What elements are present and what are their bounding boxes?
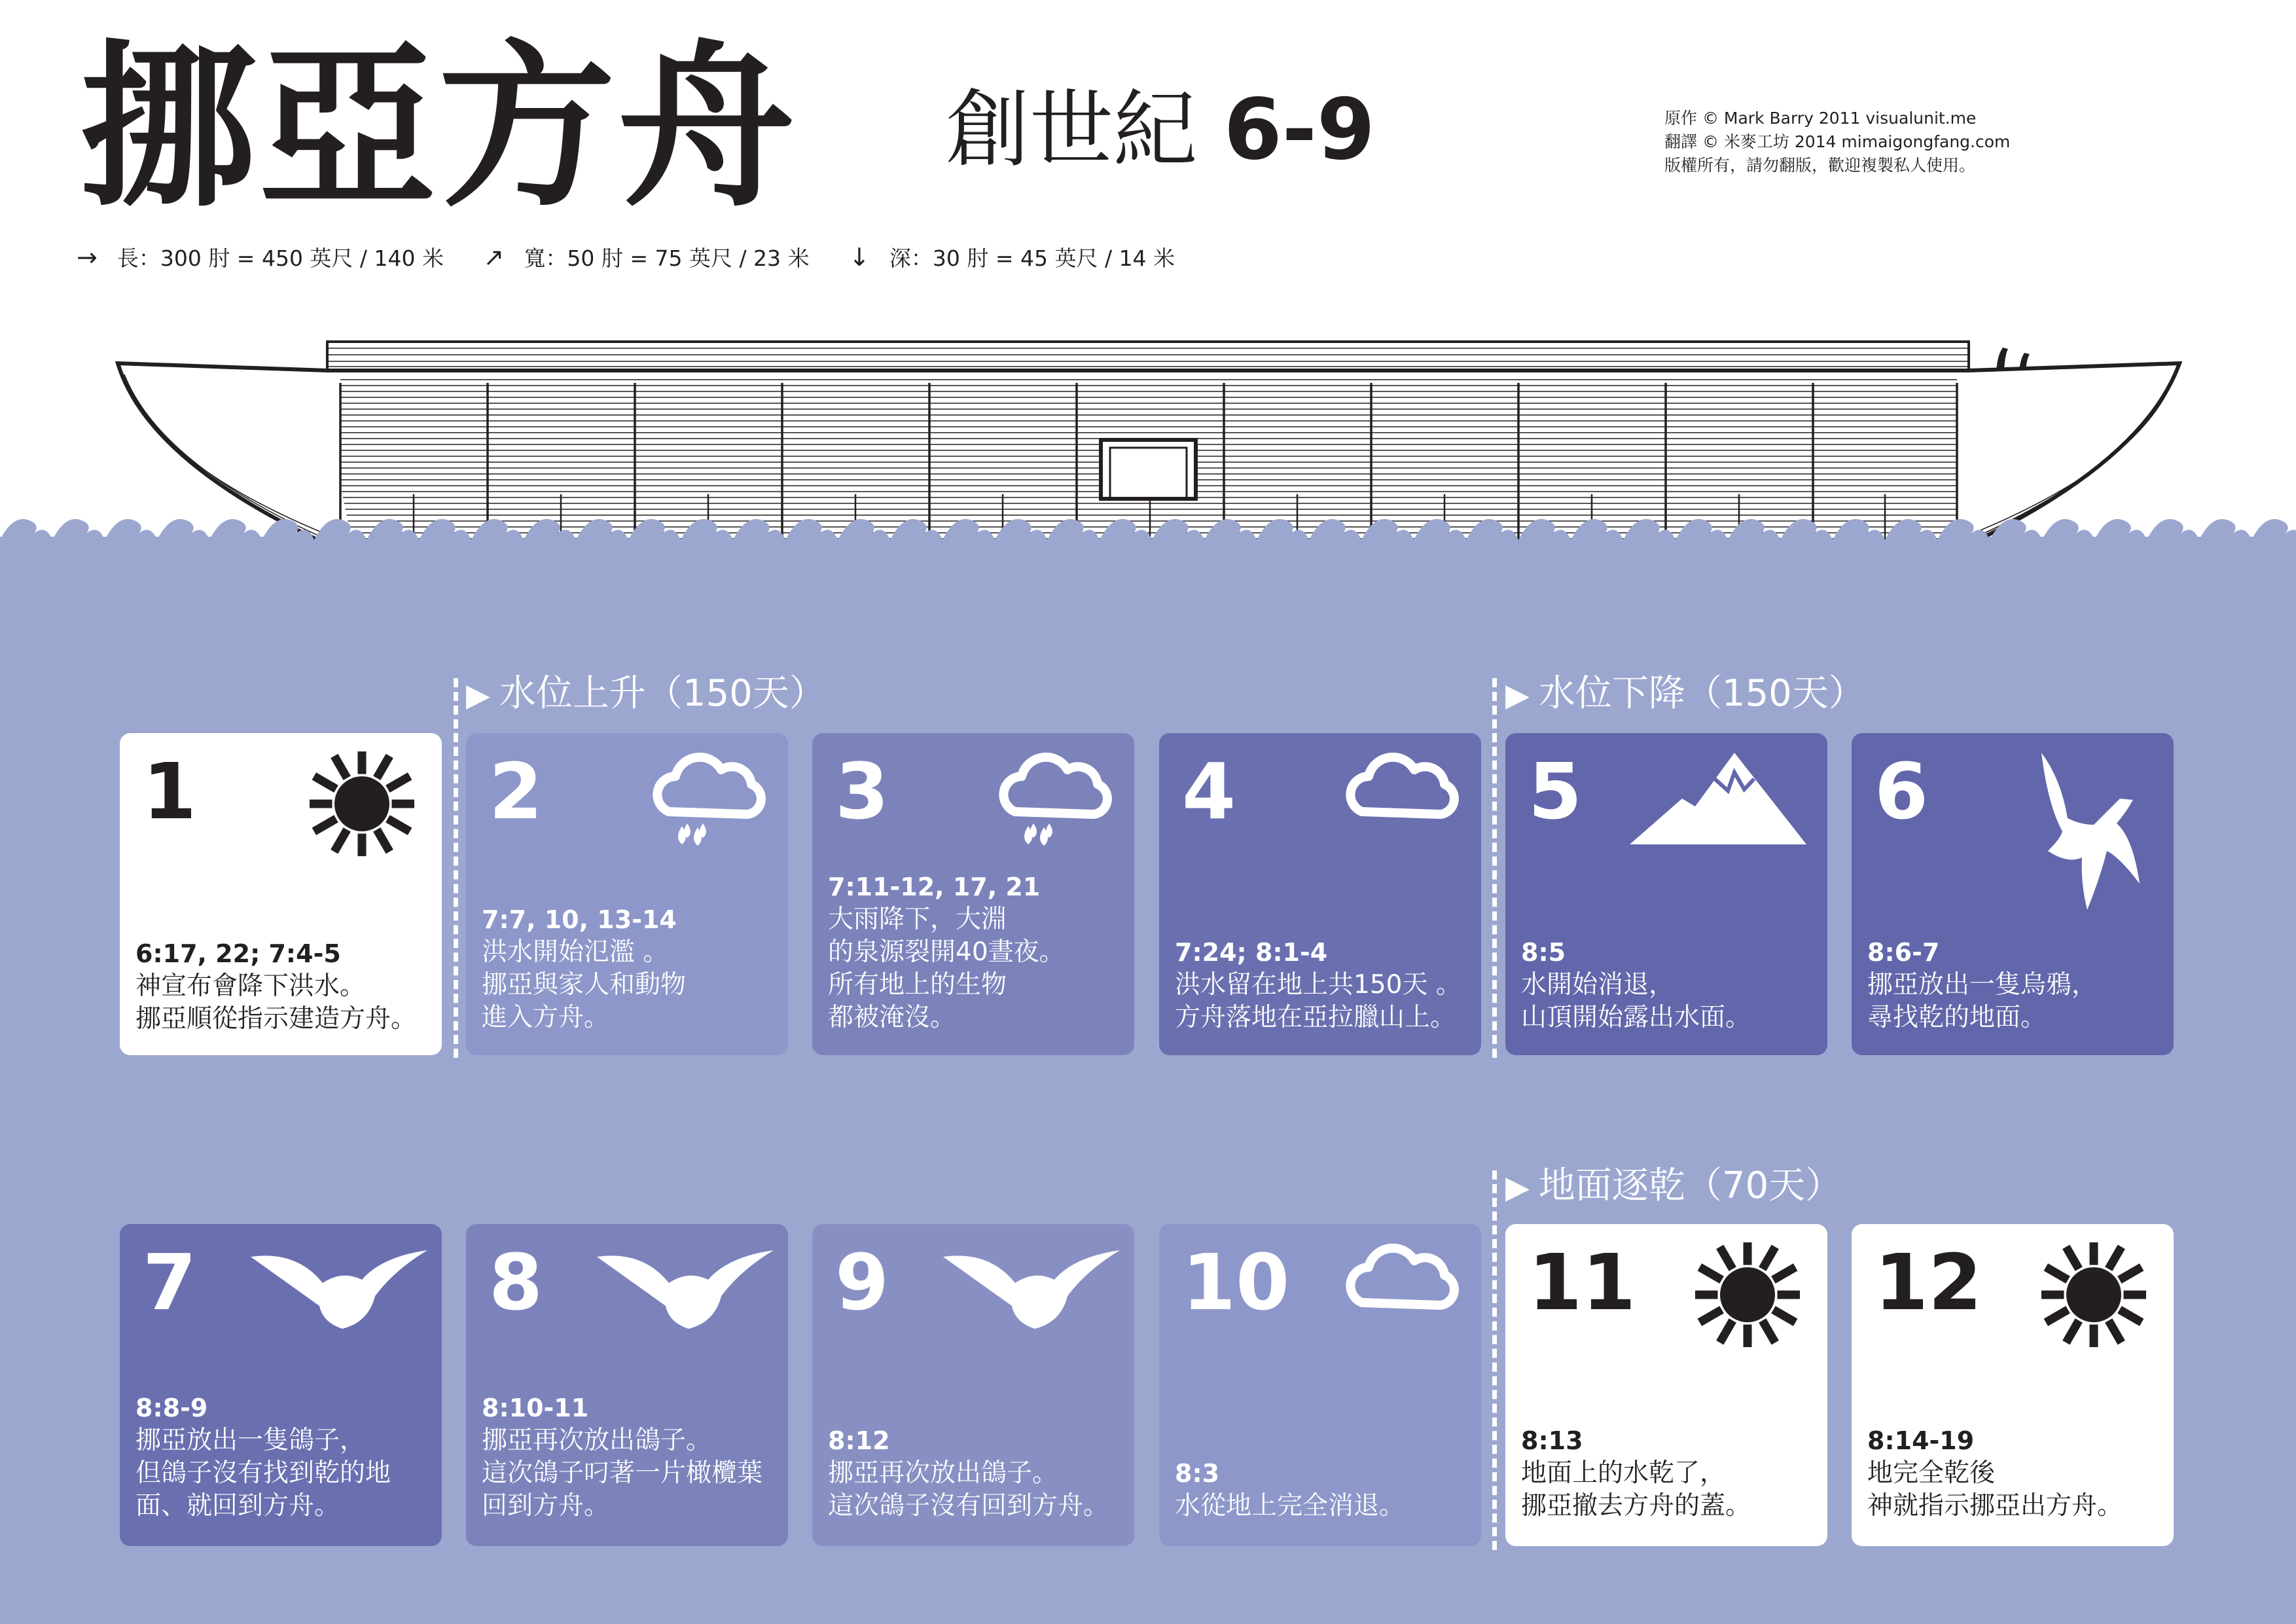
arrow-up-right-icon: ↗ [483,243,505,272]
dimension-depth [849,244,1175,272]
play-triangle-icon: ▶ [1505,677,1530,713]
phase-divider [1492,1170,1497,1550]
phase-falling [1505,672,1865,715]
credit-translation: 翻譯 © 米麥工坊 2014 mimaigongfang.com [1664,132,2011,151]
card-number: 2 [489,746,543,837]
card-number: 1 [143,746,197,837]
dimension-depth-label: 深：30 肘 = 45 英尺 / 14 米 [889,245,1175,271]
card-number: 11 [1528,1237,1636,1327]
card-verse-reference: 8:5 [1521,938,1566,967]
card-description: 挪亞再次放出鴿子。 這次鴿子叼著一片橄欖葉 回到方舟。 [482,1426,763,1521]
page-title: 挪亞方舟 [80,24,797,230]
subtitle-book: 創世紀 [946,81,1198,179]
card-description: 地面上的水乾了， 挪亞撤去方舟的蓋。 [1521,1458,1751,1521]
card-verse-reference: 8:6-7 [1867,938,1940,967]
card-number: 5 [1528,746,1583,837]
card-number: 3 [835,746,889,837]
card-description: 洪水開始氾濫 。 挪亞與家人和動物 進入方舟。 [482,937,687,1032]
phase-rising [466,672,826,715]
card-number: 12 [1874,1237,1982,1327]
card-description: 水開始消退， 山頂開始露出水面。 [1521,970,1751,1032]
ark-illustration [0,288,2296,589]
card-verse-reference: 7:7, 10, 13-14 [482,905,677,934]
card-description: 水從地上完全消退。 [1175,1491,1405,1521]
card-description: 大雨降下，大淵 的泉源裂開40晝夜。 所有地上的生物 都被淹沒。 [828,905,1065,1032]
water-background [0,537,2296,1624]
card-description: 地完全乾後 神就指示挪亞出方舟。 [1867,1458,2123,1521]
card-description: 挪亞放出一隻烏鴉， 尋找乾的地面。 [1867,970,2098,1032]
card-verse-reference: 6:17, 22; 7:4-5 [135,939,341,968]
phase-divider [454,678,458,1058]
card-number: 7 [143,1237,197,1327]
dimension-length [77,244,444,272]
card-verse-reference: 8:12 [828,1426,890,1455]
card-description: 挪亞再次放出鴿子。 這次鴿子沒有回到方舟。 [828,1458,1109,1521]
card-number: 4 [1182,746,1236,837]
card-verse-reference: 8:3 [1175,1459,1220,1488]
dimensions-row [77,244,1208,272]
credit-rights: 版權所有，請勿翻版，歡迎複製私人使用。 [1664,156,1976,175]
credits [1664,107,2010,177]
dimension-length-label: 長：300 肘 = 450 英尺 / 140 米 [117,245,444,271]
card-description: 挪亞放出一隻鴿子， 但鴿子沒有找到乾的地 面、就回到方舟。 [135,1426,391,1521]
subtitle [946,81,1375,179]
card-verse-reference: 8:14-19 [1867,1426,1975,1455]
phase-drying [1505,1164,1842,1207]
card-number: 9 [835,1237,889,1327]
phase-falling-label: 水位下降（150天） [1538,672,1865,715]
arrow-right-icon: → [77,243,98,272]
card-description: 神宣布會降下洪水。 挪亞順從指示建造方舟。 [135,971,417,1034]
arrow-down-icon: ↓ [849,243,870,272]
dimension-width-label: 寬：50 肘 = 75 英尺 / 23 米 [524,245,810,271]
card-number: 10 [1182,1237,1290,1327]
card-number: 8 [489,1237,543,1327]
credit-original: 原作 © Mark Barry 2011 visualunit.me [1664,109,1977,128]
phase-divider [1492,678,1497,1058]
card-verse-reference: 8:8-9 [135,1394,208,1422]
card-verse-reference: 7:11-12, 17, 21 [828,873,1041,901]
play-triangle-icon: ▶ [466,677,490,713]
phase-drying-label: 地面逐乾（70天） [1538,1164,1842,1207]
play-triangle-icon: ▶ [1505,1169,1530,1206]
dimension-width [484,244,810,272]
phase-rising-label: 水位上升（150天） [499,672,826,715]
card-number: 6 [1874,746,1929,837]
subtitle-range: 6-9 [1223,81,1375,179]
card-verse-reference: 8:13 [1521,1426,1583,1455]
card-verse-reference: 8:10-11 [482,1394,589,1422]
card-verse-reference: 7:24; 8:1-4 [1175,938,1328,967]
card-description: 洪水留在地上共150天 。 方舟落地在亞拉臘山上。 [1175,970,1462,1032]
